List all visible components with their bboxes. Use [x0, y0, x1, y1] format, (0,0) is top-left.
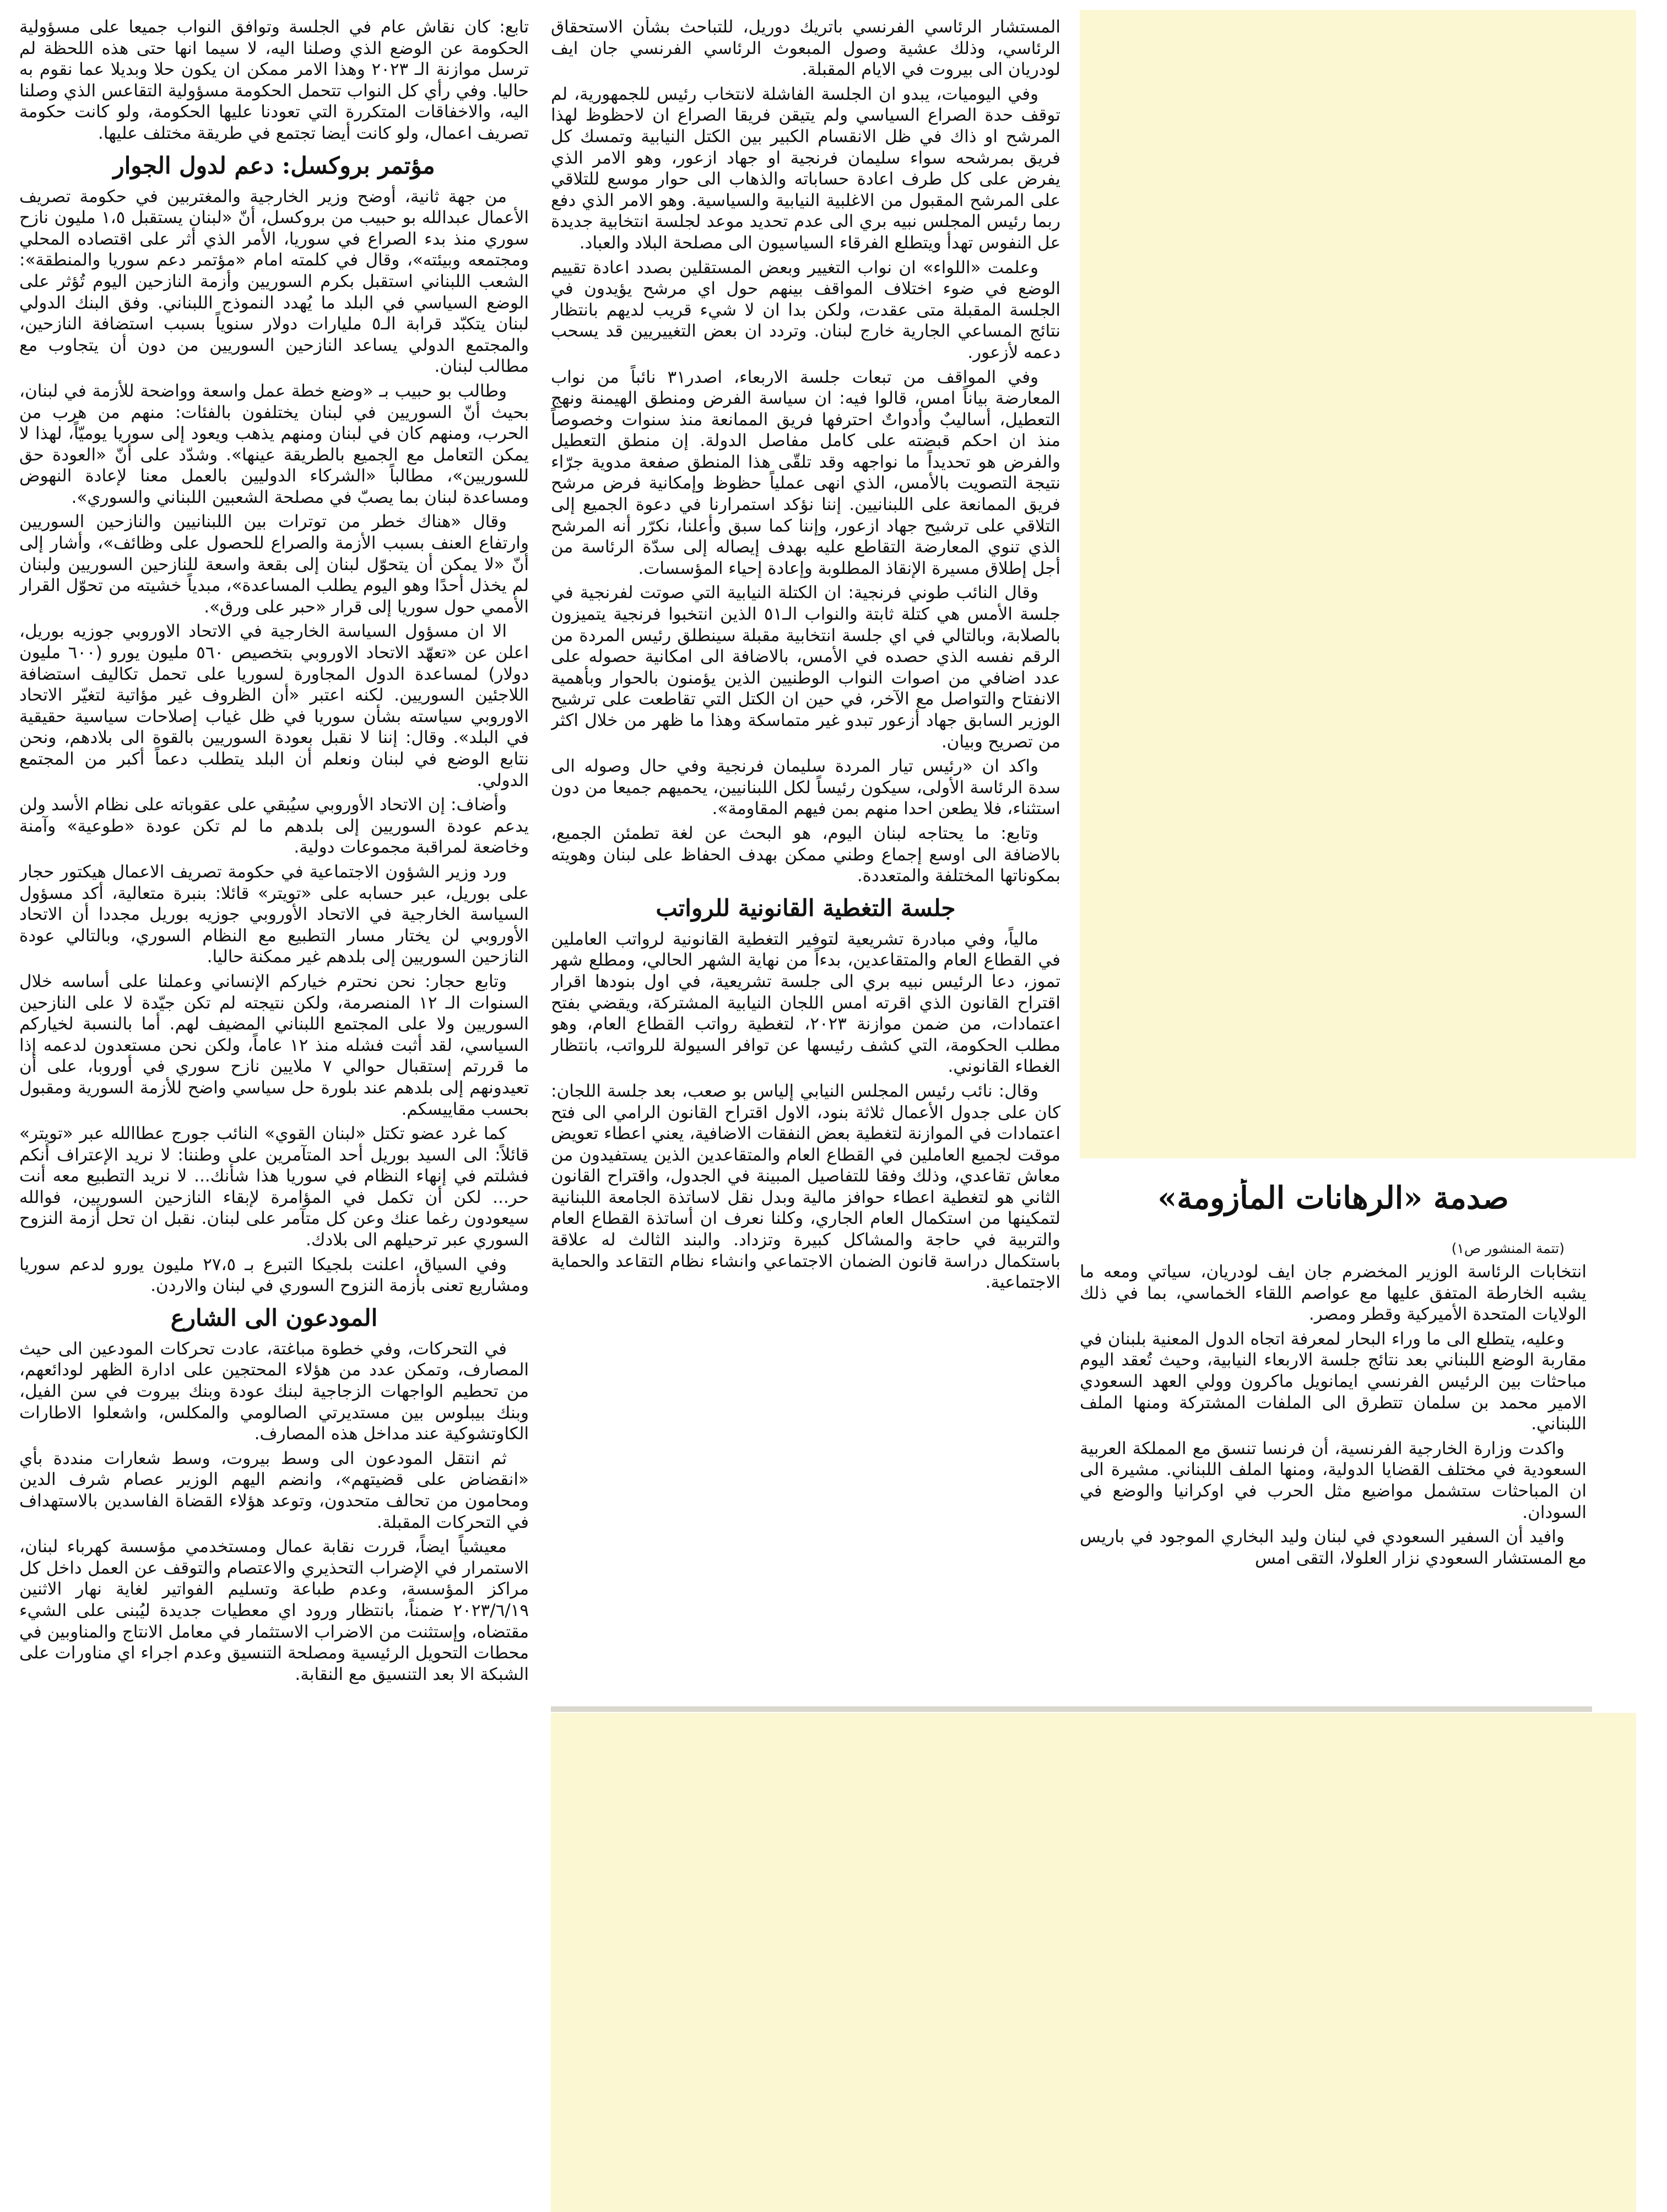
paragraph: الا ان مسؤول السياسة الخارجية في الاتحاد الاوروبي جوزيه بوريل، اعلن عن «تعهّد الاتحاد الاوروبي بتخصيص ٥٦٠ مليون يورو (٦٠٠ مليون دولار) لمساعدة الدول المجاورة لسوريا على تحمل تكاليف استضافة اللاجئين السوريين. لكنه اعتبر «أن الظروف غير مؤاتية لتغيّر الاتحاد الاوروبي سياسته بشأن سوريا في ظل غياب إصلاحات سياسية حقيقية في البلد». وقال: إننا لا نقبل بعودة السوريين بالقوة الى بلادهم، ونحن نتابع الوضع في لبنان ونعلم أن البلد يتطلب دعماً أكبر من المجتمع الدولي.: [19, 621, 529, 790]
paragraph: معيشياً ايضاً، قررت نقابة عمال ومستخدمي مؤسسة كهرباء لبنان، الاستمرار في الإضراب التحذيري والاعتصام والتوقف عن العمل داخل كل مراكز المؤسسة، وعدم طباعة وتسليم الفواتير لغاية نهار الاثنين ٢٠٢٣/٦/١٩ ضمناً، بانتظار ورود اي معطيات جديدة ليُبنى على الشيء مقتضاه، وإستثنت من الاضراب الاستثمار في معامل الانتاج والمناوبين في محطات التحويل الرئيسية ومصلحة التنسيق وعدم اجراء اي مناورات على الشبكة الا بعد التنسيق مع النقابة.: [19, 1537, 529, 1684]
paragraph: وقال النائب طوني فرنجية: ان الكتلة النيابية التي صوتت لفرنجية في جلسة الأمس هي كتلة ثابتة والنواب الـ٥١ الذين انتخبوا فرنجية يتميزون بالصلابة، وبالتالي في اي جلسة انتخابية مقبلة سينطلق رئيس المردة من الرقم نفسه الذي حصده في الأمس، بالاضافة الى امكانية حصوله على عدد اضافي من اصوات النواب الوطنيين الذين يؤمنون بالحوار وبأهمية الانفتاح والتواصل مع الآخر، في حين ان الكتل التي تقاطعت على ترشيح الوزير السابق جهاد أزعور تبدو غير متماسكة وهذا ما ظهر من خلال اكثر من تصريح وبيان.: [551, 583, 1060, 752]
column-middle: [551, 17, 1060, 1702]
paragraph: من جهة ثانية، أوضح وزير الخارجية والمغتربين في حكومة تصريف الأعمال عبدالله بو حبيب من بروكسل، أنّ «لبنان يستقبل ١،٥ مليون نازح سوري منذ بدء الصراع في سوريا، الأمر الذي أثر على اقتصاده المحلي ومجتمعه وبيئته»، وقال في كلمته امام «مؤتمر دعم سوريا والمنطقة»: الشعب اللبناني استقبل بكرم السوريين وأزمة النازحين اليوم تُؤثر على الوضع السياسي في البلد ما يُهدد النموذج اللبناني. وفق البنك الدولي لبنان يتكبّد قرابة الـ٥ مليارات دولار سنوياً بسبب استضافة النازحين، والمجتمع الدولي يساعد النازحين السوريين من دون أن يتجاوب مع مطالب لبنان.: [19, 186, 529, 377]
paragraph: تابع: كان نقاش عام في الجلسة وتوافق النواب جميعا على مسؤولية الحكومة عن الوضع الذي وصلنا اليه، لا سيما انها حتى هذه اللحظة لم ترسل موازنة الـ ٢٠٢٣ وهذا الامر ممكن ان يكون حلا وبديلا عما نقوم به حاليا. وفي رأي كل النواب تتحمل الحكومة مسؤولية التقاعس الذي وصلنا اليه، والاخفاقات المتكررة التي تعودنا عليها الحكومة، ولو كانت حكومة تصريف اعمال، ولو كانت أيضا تجتمع في طريقة مختلف عليها.: [19, 17, 529, 143]
subheading-depositors: المودعون الى الشارع: [170, 1304, 378, 1331]
paragraph: في التحركات، وفي خطوة مباغتة، عادت تحركات المودعين الى حيث المصارف، وتمكن عدد من هؤلاء المحتجين على ادارة الظهر لودائعهم، من تحطيم الواجهات الزجاجية لبنك عودة وبنك بيروت في سن الفيل، وبنك بيبلوس بين مستديرتي الصالومي والمكلس، واشعلوا الاطارات الكاوتشوكية عند مداخل هذه المصارف.: [19, 1338, 529, 1444]
paragraph: واكد ان «رئيس تيار المردة سليمان فرنجية وفي حال وصوله الى سدة الرئاسة الأولى، سيكون رئيساً لكل اللبنانيين، يحميهم جميعا من دون استثناء، فلا يطعن احدا منهم بمن فيهم المقاومة».: [551, 756, 1060, 819]
paragraph: انتخابات الرئاسة الوزير المخضرم جان ايف لودريان، سياتي ومعه ما يشبه الخارطة المتفق عليها مع عواصم اللقاء الخماسي، بما في ذلك الولايات المتحدة الأميركية وقطر ومصر.: [1080, 1262, 1587, 1325]
paragraph: كما غرد عضو تكتل «لبنان القوي» النائب جورج عطاالله عبر «تويتر» قائلاً: الى السيد بوريل أحد المتآمرين على وطننا: لا نريد الإعتراف أنكم فشلتم في إنهاء النظام في سوريا هذا شأنك... لا نريد التطبيع معه أنت حر... لكن أن تكمل في المؤامرة لإبقاء النازحين السوريين، فوالله سيعودون رغما عنك وعن كل متآمر على لبنان. نقبل ان تحل أزمة النزوح السوري عبر ترحيلهم الى بلادك.: [19, 1124, 529, 1250]
continuation-note: (تتمة المنشور ص١): [1451, 1240, 1565, 1256]
shaded-box-right: [1080, 10, 1636, 1158]
paragraph: وتابع: ما يحتاجه لبنان اليوم، هو البحث عن لغة تطمئن الجميع، بالاضافة الى اوسع إجماع وطني ممكن بهدف الحفاظ على لبنان وهويته بمكوناتها المختلفة والمتعددة.: [551, 823, 1060, 886]
paragraph: وفي اليوميات، يبدو ان الجلسة الفاشلة لانتخاب رئيس للجمهورية، لم توقف حدة الصراع السياسي ولم يتيقن فريقا الصراع ان لاحظوظ لهذا المرشح او ذاك في ظل الانقسام الكبير بين الكتل النيابية وتمسك كل فريق بمرشحه سواء سليمان فرنجية او جهاد ازعور، وهو الامر الذي يفرض على كل طرف اعادة حساباته والذهاب الى حوار موسع للتلاقي على المرشح المقبول من الاغلبية النيابية والسياسية. وهو الامر الذي دفع ربما رئيس المجلس نبيه بري الى عدم تحديد موعد لجلسة انتخابية جديدة عل النفوس تهدأ ويتطلع الفرقاء السياسيون الى مصلحة البلاد والعباد.: [551, 84, 1060, 253]
subheading-salaries: جلسة التغطية القانونية للرواتب: [656, 894, 956, 921]
separator-bar: [551, 1706, 1592, 1712]
paragraph: وعليه، يتطلع الى ما وراء البحار لمعرفة اتجاه الدول المعنية بلبنان في مقاربة الوضع اللبناني بعد نتائج جلسة الاربعاء النيابية، وحيث تُعقد اليوم مباحثات بين الرئيس الفرنسي ايمانويل ماكرون وولي العهد السعودي الامير محمد بن سلمان تتطرق الى الملفات المشتركة ومنها الملف اللبناني.: [1080, 1329, 1587, 1434]
subheading-brussels: مؤتمر بروكسل: دعم لدول الجوار: [113, 151, 435, 179]
column-right: [1080, 1179, 1587, 1702]
paragraph: وقال: نائب رئيس المجلس النيابي إلياس بو صعب، بعد جلسة اللجان: كان على جدول الأعمال ثلاثة بنود، الاول اقتراح القانون الرامي الى فتح اعتمادات في الموازنة لتغطية بعض النفقات الاضافية، يعني اعطاء تعويض موقت لجميع العاملين في القطاع العام والمتقاعدين الذين يستفيدون من معاش تقاعدي، وذلك وفقا للتفاصيل المبينة في الجدول، واقتراح القانون الثاني هو لتغطية اعطاء حوافز مالية وبدل نقل لاساتذة الجامعة اللبنانية لتمكينها من استكمال العام الجاري، وكلنا نعرف ان أساتذة القطاع العام والتربية في حاجة والمشاكل كبيرة وتزداد. والبند الثالث له علاقة باستكمال دراسة قانون الضمان الاجتماعي وانشاء نظام التقاعد والحماية الاجتماعية.: [551, 1081, 1060, 1293]
paragraph: ثم انتقل المودعون الى وسط بيروت، وسط شعارات منددة بأي «انقضاض على قضيتهم»، وانضم اليهم الوزير عصام شرف الدين ومحامون من تحالف متحدون، وتوعد هؤلاء القضاة الفاسدين بالاستهداف في التحركات المقبلة.: [19, 1448, 529, 1532]
paragraph: وقال «هناك خطر من توترات بين اللبنانيين والنازحين السوريين وارتفاع العنف بسبب الأزمة والصراع للحصول على وظائف»، وأشار إلى أنّ «لا يمكن أن يتحوّل لبنان إلى بقعة واسعة للنازحين السوريين ولبنان لم يخذل أحدًا وهو اليوم يطلب المساعدة»، مبدياً خشيته من تحوّل القرار الأممي حول سوريا إلى قرار «حبر على ورق».: [19, 512, 529, 617]
paragraph: واكدت وزارة الخارجية الفرنسية، أن فرنسا تنسق مع المملكة العربية السعودية في مختلف القضايا الدولية، ومنها الملف اللبناني. مشيرة الى ان المباحثات ستشمل مواضيع مثل الحرب في اوكرانيا والوضع في السودان.: [1080, 1438, 1587, 1522]
column-left: [19, 17, 529, 2206]
paragraph: المستشار الرئاسي الفرنسي باتريك دوريل، للتباحث بشأن الاستحقاق الرئاسي، وذلك عشية وصول المبعوث الرئاسي الفرنسي جان ايف لودريان الى بيروت في الايام المقبلة.: [551, 17, 1060, 80]
paragraph: وافيد أن السفير السعودي في لبنان وليد البخاري الموجود في باريس مع المستشار السعودي نزار العلولا، التقى امس: [1080, 1527, 1587, 1568]
paragraph: مالياً، وفي مبادرة تشريعية لتوفير التغطية القانونية لرواتب العاملين في القطاع العام والمتقاعدين، بدءاً من نهاية الشهر الحالي، ومطلع شهر تموز، دعا الرئيس نبيه بري الى جلسة تشريعية، في اول بنودها اقرار اقتراح القانون الذي اقرته امس اللجان النيابية المشتركة، ويقضي بفتح اعتمادات، من ضمن موازنة ٢٠٢٣، لتغطية رواتب القطاع العام، وهو مطلب الحكومة، التي كشف رئيسها عن توافر السيولة للرواتب، بانتظار الغطاء القانوني.: [551, 929, 1060, 1077]
headline: صدمة «الرهانات المأزومة»: [1157, 1180, 1509, 1216]
paragraph: وأضاف: إن الاتحاد الأوروبي سيُبقي على عقوباته على نظام الأسد ولن يدعم عودة السوريين إلى بلدهم ما لم تكن عودة «طوعية» وآمنة وخاضعة لمراقبة مجموعات دولية.: [19, 795, 529, 858]
paragraph: وفي المواقف من تبعات جلسة الاربعاء، اصدر٣١ نائباً من نواب المعارضة بياناً امس، قالوا فيه: ان سياسة الفرض ومنطق الهيمنة ونهج التعطيل، أساليبٌ وأدواتٌ احترفها فريق الممانعة منذ سنوات وخصوصاً منذ ان احكم قبضته على كامل مفاصل الدولة. إن منطق التعطيل والفرض هو تحديداً ما نواجهه وقد تلقّى هذا المنطق صفعة مدوية جرّاء نتيجة التصويت بالأمس، الذي انهى عملياً حظوظ وإمكانية فرض مرشح فريق الممانعة على اللبنانيين. إننا نؤكد استمرارنا في دعوة الجميع إلى التلاقي على ترشيح جهاد ازعور، وإننا كما سبق وأعلنا، نكرّر أنه المرشح الذي تنوي المعارضة التقاطع عليه بهدف إيصاله إلى سدّة الرئاسة من أجل إطلاق مسيرة الإنقاذ المطلوبة وإعادة إحياء المؤسسات.: [551, 367, 1060, 578]
paragraph: ورد وزير الشؤون الاجتماعية في حكومة تصريف الاعمال هيكتور حجار على بوريل، عبر حسابه على «تويتر» قائلا: بنبرة متعالية، أكد مسؤول السياسة الخارجية في الاتحاد الأوروبي جوزيه بوريل مجددا أن الاتحاد الأوروبي لن يختار مسار التطبيع مع النظام السوري، وبالتالي عودة النازحين السوريين إلى بلدهم غير ممكنة حاليا.: [19, 861, 529, 967]
paragraph: وتابع حجار: نحن نحترم خياركم الإنساني وعملنا على أساسه خلال السنوات الـ ١٢ المنصرمة، ولكن نتيجته لم تكن جيّدة لا على النازحين السوريين ولا على المجتمع اللبناني المضيف لهم. أما بالنسبة لخياركم السياسي، لقد أثبت فشله منذ ١٢ عاماً، ولكن نحن مستعدون لدعمه إذا ما قررتم إستقبال حوالي ٧ ملايين نازح سوري في أوروبا، على أن تعيدونهم إلى بلدهم عند بلورة حل سياسي واضح للأزمة السورية ومقبول بحسب مقاييسكم.: [19, 971, 529, 1119]
paragraph: وعلمت «اللواء» ان نواب التغيير وبعض المستقلين بصدد اعادة تقييم الوضع في ضوء اختلاف المواقف بينهم حول اي مرشح يؤيدون في الجلسة المقبلة متى عقدت، ولكن بدا ان لا شيء قريب لديهم بانتظار نتائج المساعي الجارية خارج لبنان. وتردد ان بعض التغييريين قد يسحب دعمه لأزعور.: [551, 257, 1060, 362]
paragraph: وفي السياق، اعلنت بلجيكا التبرع بـ ٢٧،٥ مليون يورو لدعم سوريا ومشاريع تعنى بأزمة النزوح السوري في لبنان والاردن.: [19, 1254, 529, 1296]
shaded-box-lower: [551, 1713, 1636, 2212]
paragraph: وطالب بو حبيب بـ «وضع خطة عمل واسعة وواضحة للأزمة في لبنان، بحيث أنّ السوريين في لبنان يختلفون بالفئات: منهم من هرب من الحرب، ومنهم كان في لبنان ومنهم يذهب ويعود إلى سوريا يوميّاً، لهذا لا يمكن التعامل مع الجميع بالطريقة عينها». وشدّد على أنّ «العودة حق للسوريين»، مطالباً «الشركاء الدوليين بالعمل معنا لإعادة النهوض ومساعدة لبنان بما يصبّ في مصلحة الشعبين اللبناني والسوري».: [19, 381, 529, 507]
